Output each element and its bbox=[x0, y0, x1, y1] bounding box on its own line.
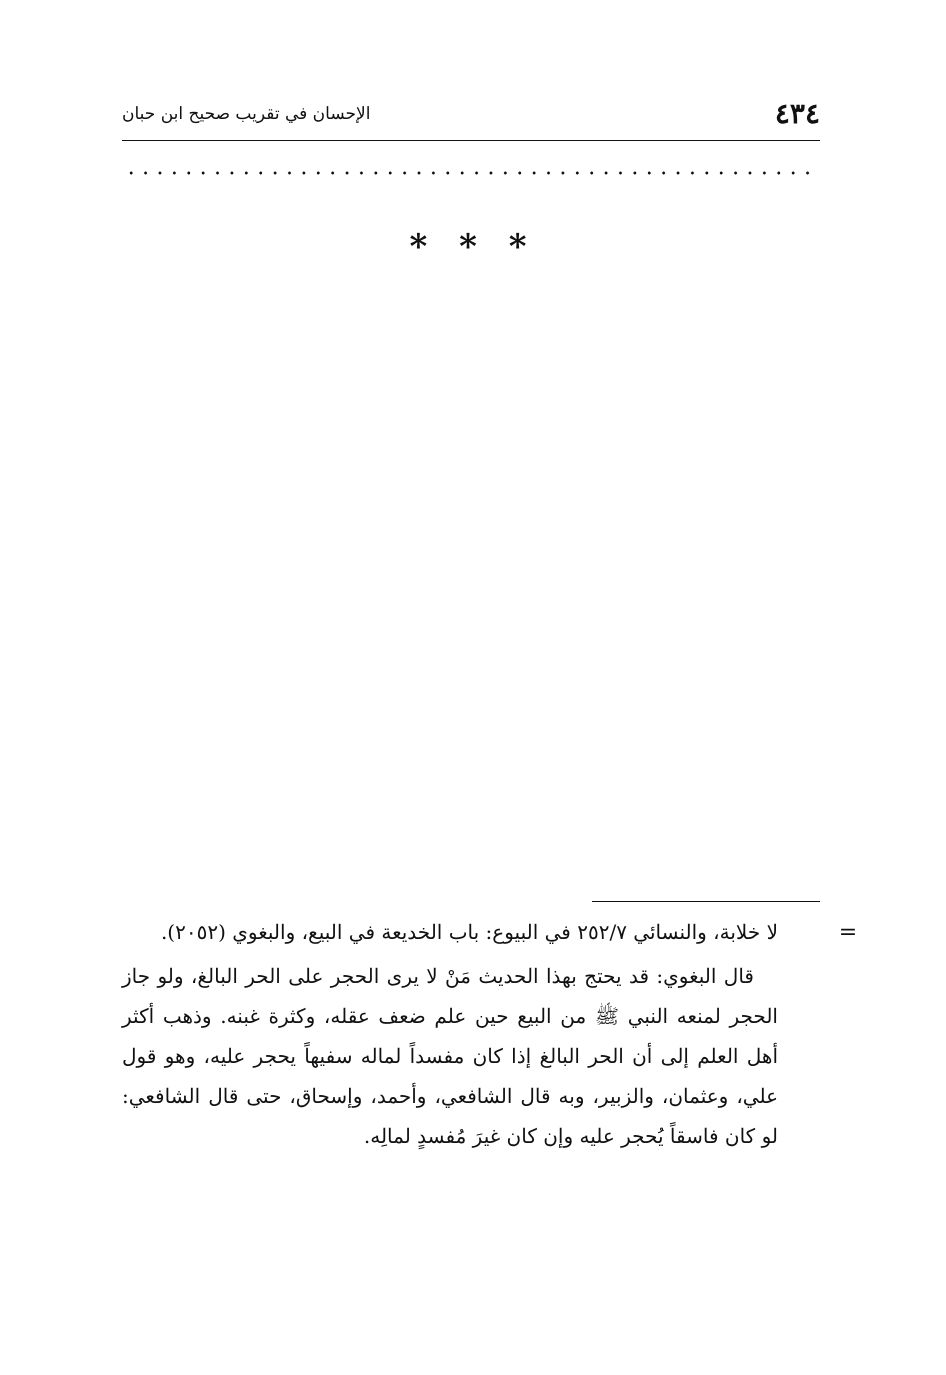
page-number: ٤٣٤ bbox=[774, 97, 820, 130]
footnote-paragraph-1: لا خلابة، والنسائي ٢٥٢/٧ في البيوع: باب الخديعة في البيع، والبغوي (٢٠٥٢). bbox=[160, 920, 778, 944]
footnote-paragraph-2: قال البغوي: قد يحتج بهذا الحديث مَنْ لا يرى الحجر على الحر البالغ، ولو جاز الحجر لمنعه النبي ﷺ من البيع حين علم ضعف عقله، وكثرة غبنه. وذهب أكثر أهل العلم إلى أن الحر البالغ إذا كان مفسداً لماله سفيهاً يحجر عليه، وهو قول علي، وعثمان، والزبير، وبه قال الشافعي، وأحمد، وإسحاق، حتى قال الشافعي: لو كان فاسقاً يُحجر عليه وإن كان غيرَ مُفسدٍ لمالِه. bbox=[122, 964, 778, 1148]
section-separator: * * * bbox=[409, 227, 537, 267]
header-rule bbox=[122, 140, 820, 141]
footnote-block bbox=[122, 912, 778, 1156]
book-title: الإحسان في تقريب صحيح ابن حبان bbox=[122, 104, 371, 124]
footnote-continuation-mark: = bbox=[838, 920, 858, 945]
dotted-line bbox=[122, 163, 820, 183]
running-header bbox=[122, 92, 820, 132]
footnote-rule bbox=[592, 901, 820, 902]
